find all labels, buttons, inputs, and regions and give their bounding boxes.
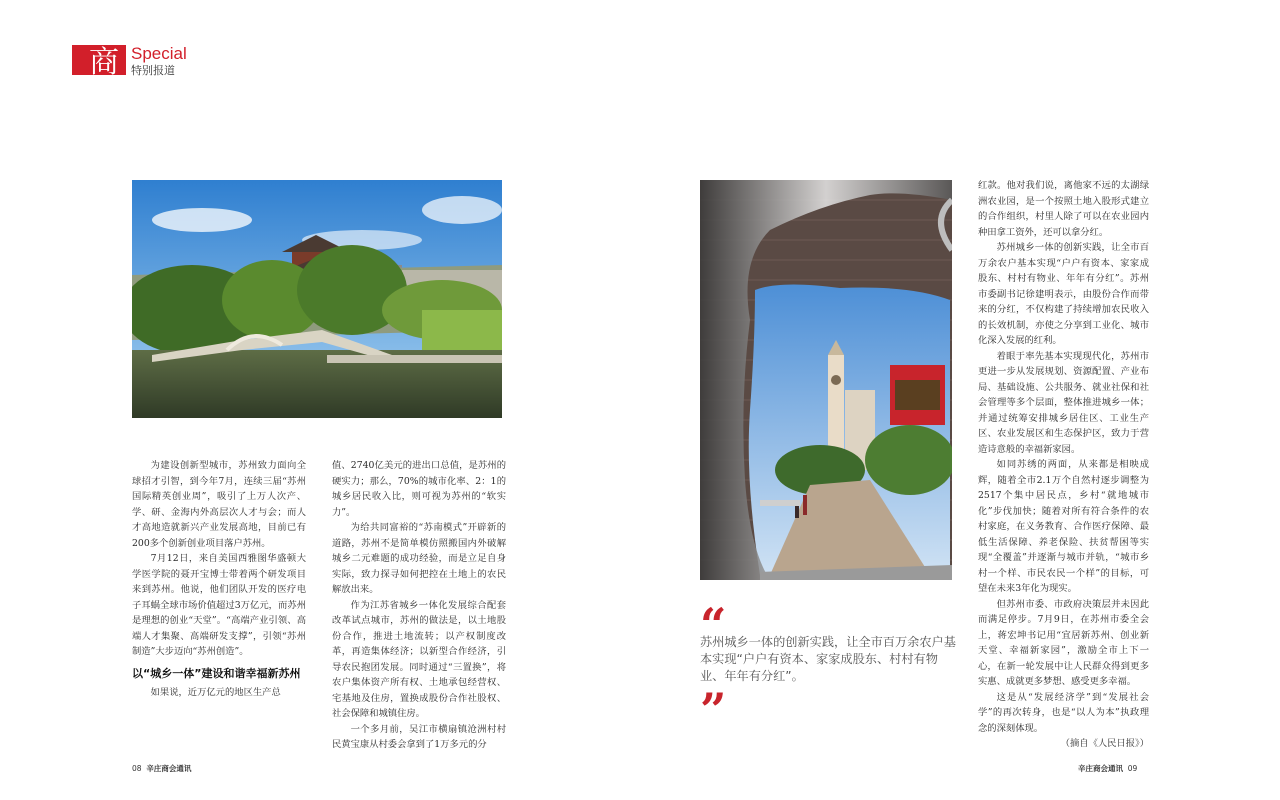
article-column-1 [132, 458, 306, 700]
photo-sculpture-frame [700, 180, 952, 580]
paragraph: 着眼于率先基本实现现代化，苏州市更进一步从发展规划、资源配置、产业布局、基础设施、公共服务、就业社保和社会管理等多个层面，整体推进城乡一体；并通过统筹安排城乡居住区、工业生产区、农业发展区和生态保护区，致力于营造诗意般的幸福新家园。 [978, 350, 1149, 455]
footer-left [132, 763, 191, 774]
logo-glyph: 商 [89, 45, 119, 75]
paragraph: 苏州城乡一体的创新实践，让全市百万余农户基本实现“户户有资本、家家成股东、村村有物业、年年有分红”。苏州市委副书记徐建明表示，由股份合作而带来的分红，不仅构建了持续增加农民收入的长效机制，亦使之分享到工业化、城市化深入发展的红利。 [978, 242, 1149, 346]
article-column-3 [978, 178, 1149, 752]
paragraph: 7月12日，来自美国西雅图华盛顿大学医学院的聂开宝博士带着两个研发项目来到苏州。他说，他们团队开发的医疗电子耳蜗全球市场价值超过3万亿元，而苏州是理想的创业“天堂”。“高端产业引领、高端人才集聚、高端研发支撑”，引领“苏州制造”大步迈向“苏州创造”。 [132, 553, 306, 657]
section-title: 特别报道 [131, 64, 175, 77]
article-source: （摘自《人民日报》） [1060, 738, 1149, 749]
page-number: 08 [132, 764, 142, 773]
publication-title: 辛庄商会通讯 [146, 764, 192, 773]
paragraph: 作为江苏省城乡一体化发展综合配套改革试点城市，苏州的做法是，以土地股份合作，推进土地流转；以产权制度改革，再造集体经济；以新型合作经济，引导农民抱团发展。同时通过“三置换”，将农户集体资产所有权、土地承包经营权、宅基地及住房，置换成股份合作社股权、社会保障和城镇住房。 [332, 599, 506, 719]
paragraph: 如同苏绣的两面，从来都是相映成辉，随着全市2.1万个自然村逐步调整为2517个集中居民点，乡村“就地城市化”步伐加快；随着对所有符合条件的农村家庭，在义务教育、合作医疗保障、最低生活保障、养老保险、扶贫帮困等实现“全覆盖”并逐渐与城市并轨，“城市乡村一个样、市民农民一个样”的目标，可望在未来3年化为现实。 [978, 459, 1149, 594]
paragraph: 但苏州市委、市政府决策层并未因此而满足停步。7月9日，在苏州市委全会上，蒋宏坤书记用“宜居新苏州、创业新天堂、幸福新家园”，激励全市上下一心，在新一轮发展中让人民群众得到更多实惠、成就更多梦想、感受更多幸福。 [978, 598, 1149, 687]
paragraph: 如果说，近万亿元的地区生产总 [150, 686, 281, 698]
quote-open-mark: “ [700, 598, 727, 652]
article-column-2 [332, 458, 506, 753]
paragraph: 一个多月前，吴江市横扇镇沧洲村村民黄宝康从村委会拿到了1万多元的分 [332, 723, 506, 750]
magazine-logo [72, 45, 126, 75]
paragraph: 红款。他对我们说，离他家不远的太湖绿洲农业园，是一个按照土地入股形式建立的合作组织，村里人除了可以在农业园内种田拿工资外，还可以拿分红。 [978, 180, 1149, 238]
quote-close-mark: ” [700, 683, 727, 737]
section-subheading: 以“城乡一体”建设和谐幸福新苏州 [132, 666, 301, 680]
publication-title: 辛庄商会通讯 [1078, 764, 1123, 773]
paragraph: 值、2740亿美元的进出口总值，是苏州的硬实力；那么，70%的城市化率、2：1的城乡居民收入比，则可视为苏州的“软实力”。 [332, 460, 506, 518]
paragraph: 为建设创新型城市，苏州致力面向全球招才引智，到今年7月，连续三届“苏州国际精英创业周”，吸引了上万人次产、学、研、金海内外高层次人才与会；而人才高地造就新兴产业发展高地，目前已有200多个创新创业项目落户苏州。 [132, 460, 306, 549]
page-number: 09 [1127, 764, 1138, 773]
section-special-label: Special [131, 44, 187, 63]
paragraph: 这是从“发展经济学”到“发展社会学”的再次转身，也是“以人为本”执政理念的深刻体现。 [978, 691, 1149, 734]
paragraph: 为给共同富裕的“苏南模式”开辟新的道路，苏州不是简单模仿照搬国内外破解城乡二元难题的成功经验，而是立足自身实际，致力探寻如何把控在土地上的农民解放出来。 [332, 522, 506, 595]
photo-city-wall-bridge [132, 180, 502, 418]
footer-right [1078, 763, 1137, 774]
pull-quote: 苏州城乡一体的创新实践，让全市百万余农户基本实现“户户有资本、家家成股东、村村有物业、年年有分红”。 [700, 635, 956, 683]
